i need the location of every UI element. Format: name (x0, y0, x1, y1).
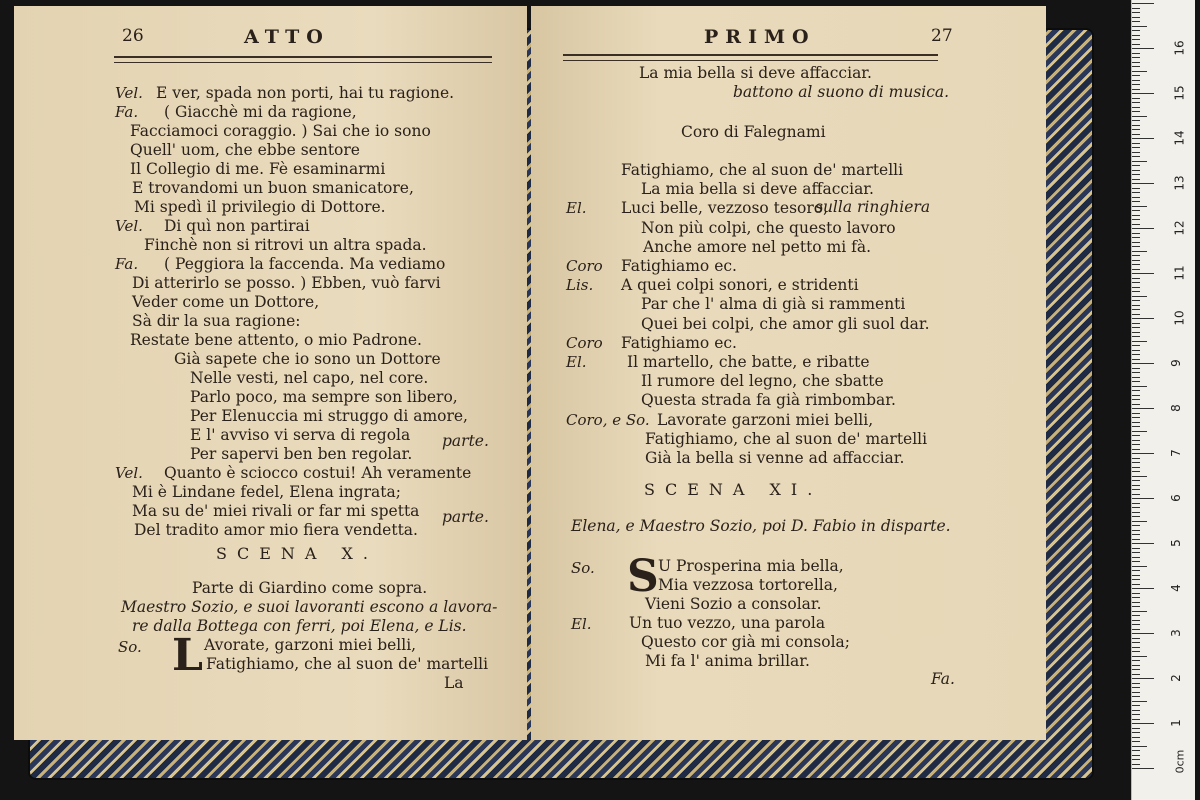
ruler-tick (1132, 462, 1140, 463)
ruler-tick (1132, 471, 1140, 472)
running-header: PRIMO (704, 26, 816, 48)
ruler-tick (1132, 723, 1154, 724)
verse-line: Veder come un Dottore, (132, 293, 320, 311)
verse-line: ( Peggiora la faccenda. Ma vediamo (164, 255, 446, 273)
ruler-tick (1132, 633, 1154, 634)
ruler-tick (1132, 476, 1147, 477)
stage-direction: re dalla Bottega con ferri, poi Elena, e Lis. (132, 617, 467, 635)
ruler-tick (1132, 714, 1140, 715)
verse-line: E l' avviso vi serva di regola (190, 426, 411, 444)
ruler-tick (1132, 147, 1140, 148)
ruler-tick (1132, 521, 1147, 522)
verse-line: Mia vezzosa tortorella, (658, 576, 838, 594)
ruler-number: 6 (1168, 494, 1183, 502)
ruler-tick (1132, 575, 1140, 576)
verse-line: Parlo poco, ma sempre son libero, (190, 388, 458, 406)
ruler-tick (1132, 741, 1140, 742)
ruler-tick (1132, 219, 1140, 220)
ruler-tick (1132, 395, 1140, 396)
verse-line: Di atterirlo se posso. ) Ebben, vuò farvi (132, 274, 441, 292)
ruler-tick (1132, 336, 1140, 337)
ruler-tick (1132, 152, 1140, 153)
verse-line: Il rumore del legno, che sbatte (641, 372, 884, 391)
ruler-tick (1132, 557, 1140, 558)
ruler-tick (1132, 282, 1140, 283)
ruler-tick (1132, 435, 1140, 436)
ruler-number: 2 (1168, 674, 1183, 682)
verse-line: U Prosperina mia bella, (658, 557, 844, 575)
verse-line: Del tradito amor mio fiera vendetta. (134, 521, 418, 539)
verse-line: Mi fa l' anima brillar. (645, 652, 810, 670)
ruler-tick (1132, 377, 1140, 378)
ruler-tick (1132, 75, 1140, 76)
ruler-tick (1132, 620, 1140, 621)
ruler-tick (1132, 701, 1147, 702)
ruler-tick (1132, 687, 1140, 688)
speaker-label: So. (571, 559, 595, 577)
verse-line: Questa strada fa già rimbombar. (641, 391, 896, 410)
verse-line: Par che l' alma di già si rammenti (641, 295, 906, 314)
ruler-tick (1132, 552, 1140, 553)
ruler-number: 7 (1168, 449, 1183, 457)
ruler-tick (1132, 84, 1140, 85)
ruler-tick (1132, 579, 1140, 580)
ruler-tick (1132, 305, 1140, 306)
drop-cap: S (627, 551, 659, 602)
ruler-tick (1132, 570, 1140, 571)
ruler-tick (1132, 611, 1147, 612)
ruler-tick (1132, 399, 1140, 400)
ruler-tick (1132, 296, 1147, 297)
right-page (531, 6, 1046, 740)
ruler-tick (1132, 381, 1140, 382)
ruler-number: 4 (1168, 584, 1183, 592)
header-rule (563, 54, 938, 61)
ruler-tick (1132, 21, 1140, 22)
ruler-tick (1132, 57, 1140, 58)
ruler-tick (1132, 539, 1140, 540)
ruler-tick (1132, 647, 1140, 648)
speaker-label: Vel. (115, 84, 143, 102)
verse-line: E trovandomi un buon smanicatore, (132, 179, 414, 197)
ruler-tick (1132, 692, 1140, 693)
ruler-tick (1132, 174, 1140, 175)
ruler-tick (1132, 606, 1140, 607)
ruler-number: 5 (1168, 539, 1183, 547)
ruler-tick (1132, 53, 1140, 54)
ruler-tick (1132, 30, 1140, 31)
ruler-tick (1132, 246, 1140, 247)
ruler-tick (1132, 534, 1140, 535)
stage-direction: Elena, e Maestro Sozio, poi D. Fabio in disparte. (571, 517, 951, 535)
verse-line: Vieni Sozio a consolar. (645, 595, 822, 613)
ruler-tick (1132, 62, 1140, 63)
ruler-tick (1132, 354, 1140, 355)
ruler-number: 10 (1172, 310, 1187, 326)
verse-line: Fatighiamo ec. (621, 333, 737, 352)
verse-line: Di quì non partirai (164, 217, 310, 235)
catchword: Fa. (931, 670, 955, 688)
ruler-tick (1132, 732, 1140, 733)
verse-line: Quanto è sciocco costui! Ah veramente (164, 464, 472, 482)
speaker-label: Vel. (115, 217, 143, 235)
ruler-number: 15 (1172, 85, 1187, 101)
page-number: 27 (931, 26, 953, 46)
ruler-tick (1132, 359, 1140, 360)
ruler-tick (1132, 39, 1140, 40)
ruler-tick (1132, 593, 1140, 594)
verse-line: A quei colpi sonori, e stridenti (621, 276, 859, 295)
verse-line: La mia bella si deve affacciar. (641, 180, 874, 199)
ruler-tick (1132, 512, 1140, 513)
ruler-tick (1132, 683, 1140, 684)
ruler-tick (1132, 215, 1140, 216)
ruler-tick (1132, 273, 1154, 274)
verse-line: Un tuo vezzo, una parola (629, 614, 826, 632)
page-number: 26 (122, 26, 144, 46)
ruler-tick (1132, 143, 1140, 144)
ruler-tick (1132, 404, 1140, 405)
ruler-tick (1132, 89, 1140, 90)
ruler-tick (1132, 440, 1140, 441)
ruler-tick (1132, 413, 1140, 414)
ruler-tick (1132, 422, 1140, 423)
verse-line: Fatighiamo, che al suon de' martelli (645, 429, 928, 448)
ruler-tick (1132, 138, 1154, 139)
ruler-tick (1132, 107, 1140, 108)
ruler-tick (1132, 188, 1140, 189)
verse-line: Mi spedì il privilegio di Dottore. (134, 198, 386, 216)
ruler-tick (1132, 408, 1154, 409)
ruler-tick (1132, 17, 1140, 18)
ruler-tick (1132, 314, 1140, 315)
ruler-tick (1132, 332, 1140, 333)
ruler-tick (1132, 165, 1140, 166)
ruler-tick (1132, 516, 1140, 517)
ruler-tick (1132, 111, 1140, 112)
ruler-tick (1132, 12, 1140, 13)
verse-line: Ma su de' miei rivali or far mi spetta (132, 502, 420, 520)
ruler-tick (1132, 615, 1140, 616)
ruler-tick (1132, 660, 1140, 661)
ruler-tick (1132, 449, 1140, 450)
speaker-label: Fa. (115, 255, 139, 273)
ruler-tick (1132, 26, 1147, 27)
ruler-tick (1132, 548, 1140, 549)
verse-line: Per sapervi ben ben regolar. (190, 445, 413, 463)
speaker-label: Coro, e So. (566, 410, 650, 429)
verse-line: Il martello, che batte, e ribatte (627, 353, 870, 371)
ruler-tick (1132, 629, 1140, 630)
left-page (14, 6, 527, 740)
ruler-tick (1132, 755, 1140, 756)
running-header: ATTO (244, 26, 330, 48)
ruler-tick (1132, 566, 1147, 567)
verse-line: Fatighiamo, che al suon de' martelli (206, 655, 489, 673)
speaker-label: Fa. (115, 103, 139, 121)
speaker-label: El. (566, 199, 587, 218)
ruler-tick (1132, 341, 1147, 342)
ruler-tick (1132, 638, 1140, 639)
ruler-tick (1132, 363, 1154, 364)
ruler-tick (1132, 287, 1140, 288)
stage-exit: parte. (442, 508, 489, 526)
ruler-tick (1132, 705, 1140, 706)
ruler-tick (1132, 507, 1140, 508)
ruler-tick (1132, 192, 1140, 193)
verse-line: Sà dir la sua ragione: (132, 312, 301, 330)
ruler-tick (1132, 251, 1147, 252)
ruler-number: 12 (1172, 220, 1187, 236)
scene-title: SCENA X. (216, 544, 378, 563)
verse-line: Facciamoci coraggio. ) Sai che io sono (130, 122, 431, 140)
ruler-tick (1132, 210, 1140, 211)
ruler-tick (1132, 737, 1140, 738)
ruler-tick (1132, 350, 1140, 351)
ruler-tick (1132, 255, 1140, 256)
verse-line: Il Collegio di me. Fè esaminarmi (130, 160, 386, 178)
ruler-tick (1132, 494, 1140, 495)
ruler-tick (1132, 300, 1140, 301)
ruler-tick (1132, 480, 1140, 481)
ruler-tick (1132, 444, 1140, 445)
ruler-tick (1132, 696, 1140, 697)
ruler-tick (1132, 242, 1140, 243)
ruler-tick (1132, 197, 1140, 198)
verse-line: Questo cor già mi consola; (641, 633, 850, 651)
verse-line: Per Elenuccia mi struggo di amore, (190, 407, 468, 425)
ruler-tick (1132, 8, 1140, 9)
ruler-tick (1132, 498, 1154, 499)
ruler-tick (1132, 651, 1140, 652)
verse-line: Luci belle, vezzoso tesoro, (621, 199, 829, 218)
verse-line: Nelle vesti, nel capo, nel core. (190, 369, 429, 387)
ruler-tick (1132, 530, 1140, 531)
ruler-number: 3 (1168, 629, 1183, 637)
ruler-number: 13 (1172, 175, 1187, 191)
ruler-tick (1132, 525, 1140, 526)
ruler-tick (1132, 543, 1154, 544)
ruler-tick (1132, 183, 1154, 184)
ruler-tick (1132, 642, 1140, 643)
ruler-tick (1132, 728, 1140, 729)
ruler-tick (1132, 228, 1154, 229)
ruler-tick (1132, 134, 1140, 135)
ruler-tick (1132, 674, 1140, 675)
ruler-tick (1132, 269, 1140, 270)
ruler-tick (1132, 102, 1140, 103)
ruler-tick (1132, 309, 1140, 310)
ruler-tick (1132, 278, 1140, 279)
speaker-label: Coro (566, 257, 603, 275)
ruler-tick (1132, 368, 1140, 369)
ruler-tick (1132, 764, 1140, 765)
ruler-number: 1 (1168, 719, 1183, 727)
ruler-tick (1132, 66, 1140, 67)
ruler-tick (1132, 467, 1140, 468)
ruler-tick (1132, 665, 1140, 666)
ruler-tick (1132, 161, 1147, 162)
ruler-tick (1132, 453, 1154, 454)
ruler-tick (1132, 120, 1140, 121)
verse-line: Già la bella si venne ad affacciar. (645, 449, 905, 467)
ruler-tick (1132, 372, 1140, 373)
ruler-tick (1132, 503, 1140, 504)
ruler-tick (1132, 44, 1140, 45)
ruler-number: 16 (1172, 40, 1187, 56)
ruler-tick (1132, 750, 1140, 751)
ruler-tick (1132, 233, 1140, 234)
drop-cap: L (172, 630, 203, 681)
scene-title: SCENA XI. (644, 480, 823, 499)
verse-line: Fatighiamo, che al suon de' martelli (621, 161, 904, 179)
verse-line: Restate bene attento, o mio Padrone. (130, 331, 422, 349)
ruler-tick (1132, 3, 1154, 4)
ruler-tick (1132, 201, 1140, 202)
ruler-tick (1132, 458, 1140, 459)
verse-line: Finchè non si ritrovi un altra spada. (144, 236, 427, 254)
speaker-label: Lis. (566, 276, 594, 295)
verse-line: Avorate, garzoni miei belli, (204, 636, 417, 654)
ruler-tick (1132, 719, 1140, 720)
measuring-ruler (1131, 0, 1195, 800)
ruler-tick (1132, 426, 1140, 427)
verse-line: Già sapete che io sono un Dottore (174, 350, 441, 368)
chorus-title: Coro di Falegnami (681, 123, 826, 141)
verse-line: Fatighiamo ec. (621, 257, 737, 275)
verse-line: Mi è Lindane fedel, Elena ingrata; (132, 483, 401, 501)
ruler-number: 8 (1168, 404, 1183, 412)
ruler-tick (1132, 768, 1154, 769)
ruler-number: 11 (1172, 265, 1187, 281)
catchword: La (444, 674, 464, 692)
ruler-tick (1132, 116, 1147, 117)
verse-line: La mia bella si deve affacciar. (639, 64, 872, 82)
stage-direction: sulla ringhiera (815, 198, 931, 216)
ruler-tick (1132, 323, 1140, 324)
speaker-label: Vel. (115, 464, 143, 482)
ruler-tick (1132, 431, 1147, 432)
ruler-tick (1132, 669, 1140, 670)
ruler-tick (1132, 237, 1140, 238)
ruler-tick (1132, 561, 1140, 562)
ruler-tick (1132, 597, 1140, 598)
ruler-tick (1132, 71, 1147, 72)
speaker-label: Coro (566, 333, 603, 352)
ruler-tick (1132, 386, 1147, 387)
stage-exit: parte. (442, 432, 489, 450)
verse-line: E ver, spada non porti, hai tu ragione. (156, 84, 455, 102)
ruler-tick (1132, 129, 1140, 130)
ruler-tick (1132, 345, 1140, 346)
ruler-tick (1132, 759, 1140, 760)
ruler-tick (1132, 35, 1140, 36)
stage-direction: Maestro Sozio, e suoi lavoranti escono a lavora- (121, 598, 498, 616)
header-rule (114, 56, 492, 63)
ruler-tick (1132, 125, 1140, 126)
ruler-number: 9 (1168, 359, 1183, 367)
verse-line: Quei bei colpi, che amor gli suol dar. (641, 314, 930, 333)
ruler-tick (1132, 48, 1154, 49)
ruler-tick (1132, 485, 1140, 486)
verse-line: Lavorate garzoni miei belli, (657, 410, 874, 429)
ruler-tick (1132, 489, 1140, 490)
ruler-tick (1132, 624, 1140, 625)
verse-line: Quell' uom, che ebbe sentore (130, 141, 360, 159)
verse-line: Non più colpi, che questo lavoro (641, 218, 896, 237)
ruler-tick (1132, 156, 1140, 157)
ruler-tick (1132, 390, 1140, 391)
ruler-tick (1132, 588, 1154, 589)
speaker-label: El. (566, 353, 587, 371)
ruler-tick (1132, 93, 1154, 94)
ruler-unit: 0cm (1173, 749, 1187, 774)
speaker-label: So. (118, 638, 142, 656)
ruler-tick (1132, 584, 1140, 585)
ruler-tick (1132, 224, 1140, 225)
ruler-tick (1132, 206, 1147, 207)
ruler-tick (1132, 678, 1154, 679)
ruler-tick (1132, 80, 1140, 81)
ruler-tick (1132, 318, 1154, 319)
stage-direction: battono al suono di musica. (733, 83, 950, 101)
verse-line: ( Giacchè mi da ragione, (164, 103, 357, 121)
verse-line: Anche amore nel petto mi fà. (643, 237, 872, 256)
ruler-tick (1132, 327, 1140, 328)
scene-setting: Parte di Giardino come sopra. (192, 579, 428, 597)
ruler-tick (1132, 291, 1140, 292)
ruler-tick (1132, 179, 1140, 180)
ruler-number: 14 (1172, 130, 1187, 146)
ruler-tick (1132, 746, 1147, 747)
ruler-tick (1132, 170, 1140, 171)
ruler-tick (1132, 98, 1140, 99)
ruler-tick (1132, 602, 1140, 603)
ruler-tick (1132, 264, 1140, 265)
ruler-tick (1132, 710, 1140, 711)
ruler-tick (1132, 260, 1140, 261)
ruler-tick (1132, 656, 1147, 657)
ruler-tick (1132, 417, 1140, 418)
speaker-label: El. (571, 615, 592, 633)
